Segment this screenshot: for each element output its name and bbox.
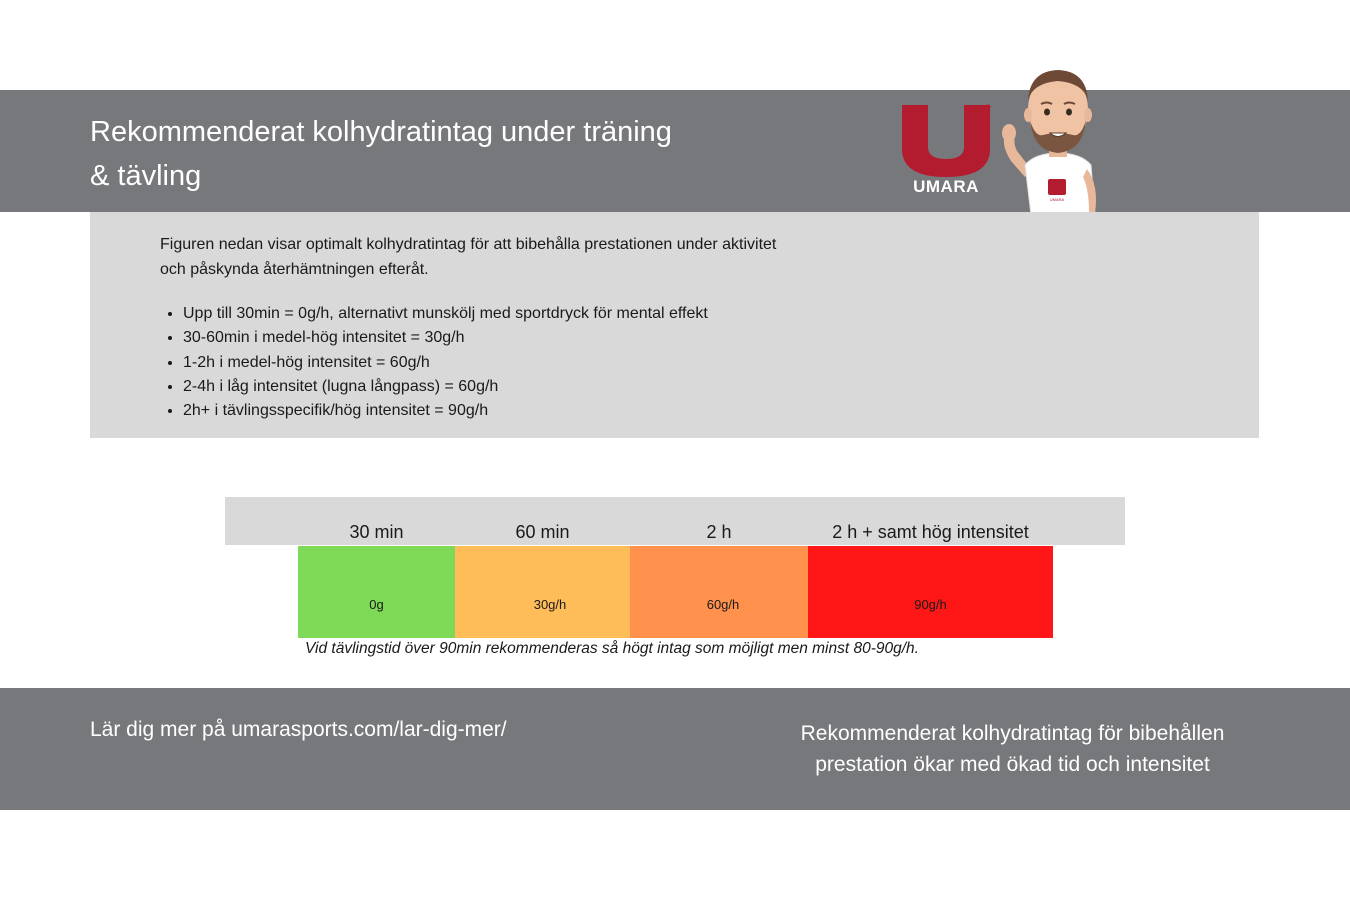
intro-text	[160, 232, 860, 282]
scale-value: 90g/h	[914, 597, 947, 612]
svg-text:UMARA: UMARA	[1049, 197, 1065, 202]
scale-value: 0g	[369, 597, 384, 612]
list-item: • Upp till 30min = 0g/h, alternativt munskölj med sportdryck för mental effekt	[183, 302, 708, 326]
scale-note: Vid tävlingstid över 90min rekommenderas så högt intag som möjligt men minst 80-90g/h.	[305, 640, 919, 657]
scale-label-60min: 60 min	[515, 522, 570, 542]
footer-summary-line-1: Rekommenderat kolhydratintag för bibehållen	[800, 722, 1225, 745]
page-title	[90, 110, 790, 198]
scale-segment-green	[298, 546, 455, 638]
list-item: • 2-4h i låg intensitet (lugna långpass) = 60g/h	[183, 375, 708, 399]
title-line-2: & tävling	[90, 160, 202, 192]
umara-logo	[898, 103, 994, 199]
recommendation-list	[160, 302, 708, 423]
scale-value: 60g/h	[706, 597, 740, 612]
list-item: • 30-60min i medel-hög intensitet = 30g/h	[183, 326, 708, 350]
scale-label-30min: 30 min	[349, 522, 404, 542]
scale-label-2h-plus: 2 h + samt hög intensitet	[832, 522, 1029, 542]
mascot-icon	[995, 65, 1105, 215]
scale-segment-yellow	[455, 546, 630, 638]
umara-u-icon	[898, 103, 994, 183]
list-item: • 2h+ i tävlingsspecifik/hög intensitet = 90g/h	[183, 399, 708, 423]
intro-line-2: och påskynda återhämtningen efteråt.	[160, 261, 429, 278]
intro-line-1: Figuren nedan visar optimalt kolhydratintag för att bibehålla prestationen under aktivitet	[160, 236, 777, 253]
logo-text: UMARA	[913, 177, 979, 196]
scale-value: 30g/h	[533, 597, 567, 612]
scale-label-2h: 2 h	[706, 522, 732, 542]
footer-summary-line-2: prestation ökar med ökad tid och intensitet	[815, 753, 1210, 776]
list-item: • 1-2h i medel-hög intensitet = 60g/h	[183, 351, 708, 375]
footer-summary	[770, 718, 1255, 780]
scale-segment-red	[808, 546, 1053, 638]
title-line-1: Rekommenderat kolhydratintag under träning	[90, 116, 672, 148]
learn-more-link[interactable]: Lär dig mer på umarasports.com/lar-dig-mer/	[90, 718, 507, 741]
scale-segment-orange	[630, 546, 808, 638]
